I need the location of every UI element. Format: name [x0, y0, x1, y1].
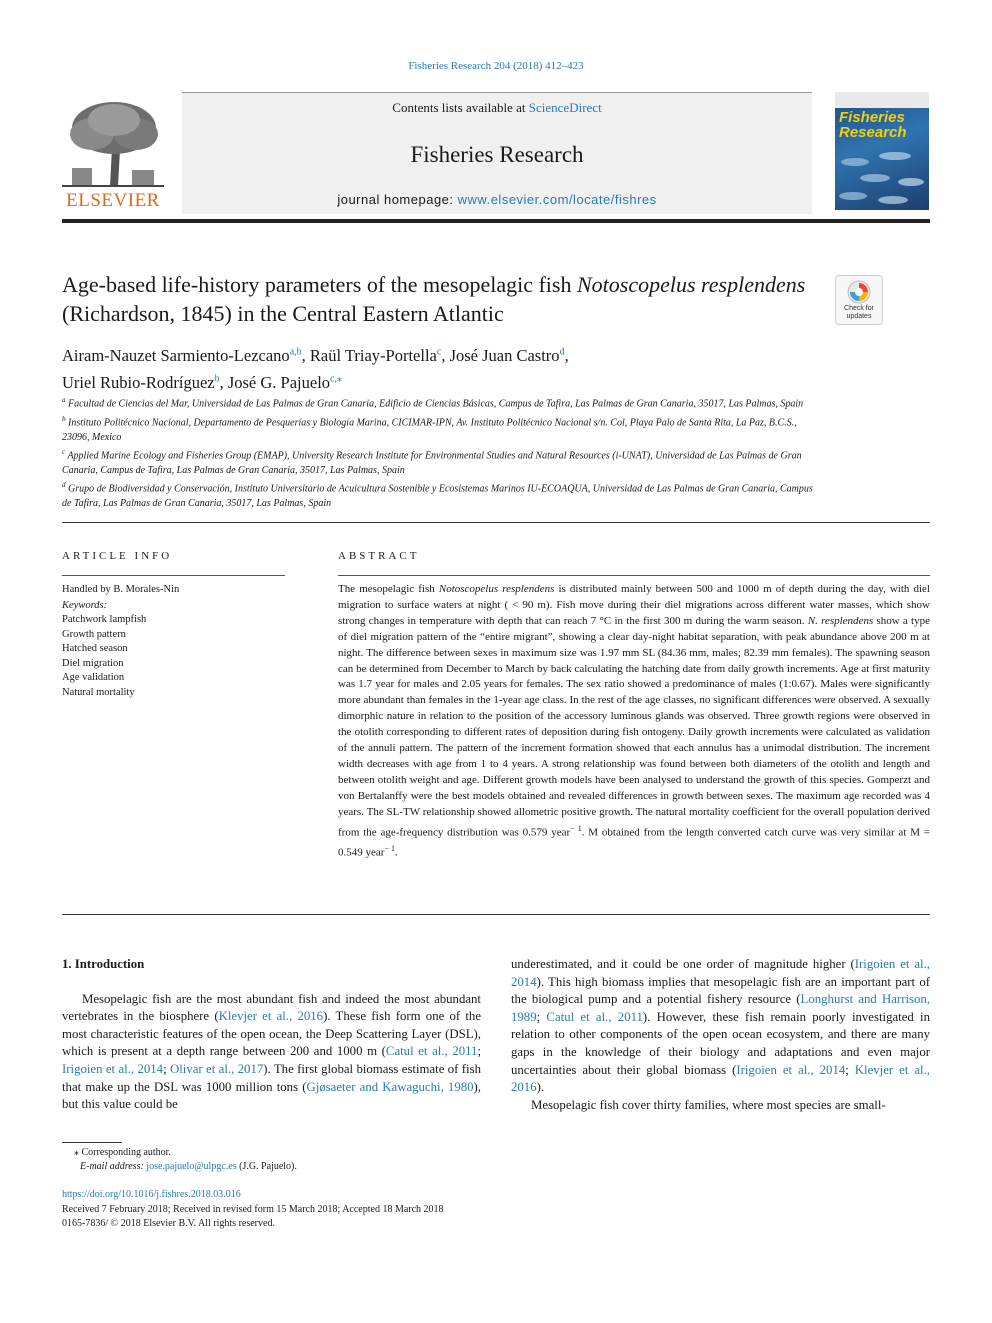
- author-list: [62, 340, 822, 395]
- elsevier-wordmark: ELSEVIER: [66, 190, 160, 211]
- author-5[interactable]: José G. Pajuelo$^{c,⁎}$: [227, 373, 342, 392]
- intro-paragraph-2: underestimated, and it could be one order of magnitude higher (Irigoien et al., 2014). This high biomass implies that mesopelagic fish are an important part of the biological pump and a potential fishery resource (Longhurst and Harrison, 1989; Catul et al., 2011). However, these fish remain poorly investigated in relation to other components of the open ocean ecosystem, and there are many gaps in the knowledge of their biology and adaptations and even major uncertainties about their global biomass (Irigoien et al., 2014; Klevjer et al., 2016).: [511, 957, 930, 1095]
- abstract-heading: ABSTRACT: [338, 550, 420, 562]
- copyright: 0165-7836/ © 2018 Elsevier B.V. All rights reserved.: [62, 1218, 275, 1229]
- affiliations-rule: [62, 522, 930, 523]
- journal-header: [182, 92, 812, 214]
- ref-link[interactable]: Gjøsaeter and Kawaguchi, 1980: [306, 1079, 474, 1094]
- keyword: Patchwork lampfish: [62, 614, 147, 625]
- email-line: E-mail address: jose.pajuelo@ulpgc.es (J.G. Pajuelo).: [80, 1161, 297, 1172]
- introduction-heading: 1. Introduction: [62, 957, 145, 971]
- title-part1: Age-based life-history parameters of the mesopelagic fish: [62, 272, 577, 297]
- journal-citation[interactable]: Fisheries Research 204 (2018) 412–423: [408, 60, 584, 72]
- homepage-prefix: journal homepage:: [337, 192, 458, 207]
- crossmark-label: Check for updates: [844, 305, 874, 320]
- ref-link[interactable]: Catul et al., 2011: [385, 1044, 478, 1059]
- abstract-body: The mesopelagic fish Notoscopelus resplendens is distributed mainly between 500 and 1000 m of depth during the day, with diel migration to surface waters at night ( < 90 m). Fish move during their diel migrations across different water masses, which show strong changes in temperature with depth that can reach 7 °C in the first 300 m during the warm season. N. resplendens show a type of diel migration pattern of the “entire migrant”, showing a clear day-night habitat separation, with peak abundance above 200 m at night. The difference between sexes in maximum size was 1.97 mm SL (84.36 mm, males; 82.39 mm females). The spawning season can be determined from December to March by back calculating the hatching date from daily growth increments. Age at first maturity was 1.7 year for males and 2.05 years for females. The sex ratio showed a predominance of males (1:0.67). Males were significantly more abundant than females in the 1-year age class. In the rest of the age classes, no significant differences were observed. A sexually dimorphic nature in relation to the position of the accessory luminous glands was observed. Three growth regions were observed in the otolith corresponding to different rates of deposition during fish ontogeny. Daily growth increments were calculated as validation of the annuli pattern. The pattern of the increment formation showed that each annulus has a unimodal distribution. The increment width decreases with age from 1 to 4 years. A strong relationship was found between both diameters of the otolith and length and between otolith weight and age. Different growth models have been analysed to understand the growth of this species. Gomperzt and von Bertalanffy were the best models obtained and revealed differences in growth between sexes. The maximum age recorded was 4 years. The SL-TW relationship showed allometric positive growth. The natural mortality coefficient for the overall population derived from the age-frequency distribution was 0.579 year$^{- 1}$. M obtained from the length converted catch curve was very similar at M = 0.549 year$^{- 1}$.: [338, 583, 930, 859]
- keyword: Diel migration: [62, 657, 124, 669]
- footnotes: [62, 1146, 562, 1174]
- contents-line: [182, 100, 812, 116]
- intro-paragraph-3: Mesopelagic fish cover thirty families, where most species are small-: [531, 1097, 886, 1112]
- intro-paragraph-1: Mesopelagic fish are the most abundant fish and indeed the most abundant vertebrates in the biosphere (Klevjer et al., 2016). These fish form one of the most characteristic features of the open ocean, the Deep Scattering Layer (DSL), which is present at a depth range between 200 and 1000 m (Catul et al., 2011; Irigoien et al., 2014; Olivar et al., 2017). The first global biomass estimate of fish that make up the DSL was 1000 million tons (Gjøsaeter and Kawaguchi, 1980), but this value could be: [62, 991, 481, 1112]
- journal-name: Fisheries Research: [410, 142, 584, 167]
- header-bottom-rule: [62, 219, 930, 223]
- ref-link[interactable]: Catul et al., 2011: [546, 1009, 643, 1024]
- author-1[interactable]: Airam-Nauzet Sarmiento-Lezcano$^{a,b}$,: [62, 345, 310, 365]
- abstract-bottom-rule: [62, 914, 930, 915]
- abstract-rule: [338, 575, 930, 576]
- corresponding-author-note: ⁎ Corresponding author.: [74, 1147, 171, 1158]
- ref-link[interactable]: Olivar et al., 2017: [170, 1061, 264, 1076]
- article-title: [62, 270, 822, 328]
- publication-info: [62, 1188, 662, 1232]
- check-for-updates-badge[interactable]: [835, 275, 883, 325]
- affiliation-d: $^d$ Grupo de Biodiversidad y Conservación, Instituto Universitario de Acuicultura Sostenible y Ecosistemas Marinos IU-ECOAQUA, Universidad de Las Palmas de Gran Canaria, Campus de Tafira, Las Palmas de Gran Canaria, 35017, Las Palmas, Spain: [62, 481, 813, 510]
- footnote-rule: [62, 1142, 122, 1143]
- journal-cover-image[interactable]: [835, 92, 929, 210]
- received-dates: Received 7 February 2018; Received in revised form 15 March 2018; Accepted 18 March 2018: [62, 1203, 444, 1215]
- header-top-rule: [182, 92, 812, 93]
- contents-prefix: Contents lists available at: [392, 100, 529, 115]
- keyword: Hatched season: [62, 643, 128, 654]
- title-part2: (Richardson, 1845) in the Central Eastern Atlantic: [62, 301, 504, 326]
- homepage-link[interactable]: www.elsevier.com/locate/fishres: [457, 192, 657, 207]
- keywords-label: Keywords:: [62, 599, 108, 611]
- ref-link[interactable]: Irigoien et al., 2014: [511, 957, 930, 989]
- cover-top-strip: [835, 92, 929, 108]
- keyword: Growth pattern: [62, 628, 126, 640]
- keyword: Age validation: [62, 672, 125, 683]
- keyword: Natural mortality: [62, 686, 135, 698]
- affiliation-b: $^b$ Instituto Politécnico Nacional, Departamento de Pesquerías y Biología Marina, CICIMAR-IPN, Av. Instituto Politécnico Nacional s/n. Col, Playa Palo de Santa Rita, La Paz, B.C.S., 23096, Mexico: [62, 414, 797, 443]
- ref-link[interactable]: Irigoien et al., 2014: [736, 1062, 846, 1077]
- doi-link[interactable]: https://doi.org/10.1016/j.fishres.2018.03.016: [62, 1189, 241, 1200]
- crossmark-icon: [847, 280, 871, 304]
- author-4[interactable]: Uriel Rubio-Rodríguez$^b$,: [62, 373, 228, 392]
- journal-homepage: [182, 192, 812, 207]
- article-info: [62, 583, 285, 700]
- ref-link[interactable]: Longhurst and Harrison, 1989: [511, 992, 930, 1024]
- intro-right-column: [511, 956, 930, 1114]
- intro-left-column: [62, 956, 481, 1114]
- ref-link[interactable]: Klevjer et al., 2016: [511, 1062, 930, 1095]
- email-link[interactable]: jose.pajuelo@ulpgc.es: [146, 1161, 237, 1172]
- affiliation-a: $^a$ Facultad de Ciencias del Mar, Universidad de Las Palmas de Gran Canaria, Edificio de Ciencias Básicas, Campus de Tafira, Las Palmas de Gran Canaria, 35017, Las Palmas, Spain: [62, 396, 804, 410]
- cover-title: Fisheries Research: [839, 109, 907, 141]
- ref-link[interactable]: Irigoien et al., 2014: [62, 1061, 164, 1076]
- sciencedirect-link[interactable]: ScienceDirect: [528, 100, 602, 115]
- title-species: Notoscopelus resplendens: [576, 272, 806, 297]
- affiliation-c: $^c$ Applied Marine Ecology and Fisheries Group (EMAP), University Research Institute for Environmental Studies and Natural Resources (i-UNAT), Universidad de Las Palmas de Gran Canaria, Campus de Tafira, Las Palmas de Gran Canaria, 35017, Las Palmas, Spain: [62, 448, 802, 476]
- author-3[interactable]: José Juan Castro$^d$,: [449, 345, 569, 365]
- author-2[interactable]: Raül Triay-Portella$^c$,: [309, 345, 450, 365]
- affiliations: [62, 393, 817, 512]
- ref-link[interactable]: Klevjer et al., 2016: [218, 1009, 324, 1024]
- article-info-rule: [62, 575, 285, 576]
- article-info-heading: ARTICLE INFO: [62, 550, 173, 562]
- handled-by: Handled by B. Morales-Nin: [62, 584, 180, 595]
